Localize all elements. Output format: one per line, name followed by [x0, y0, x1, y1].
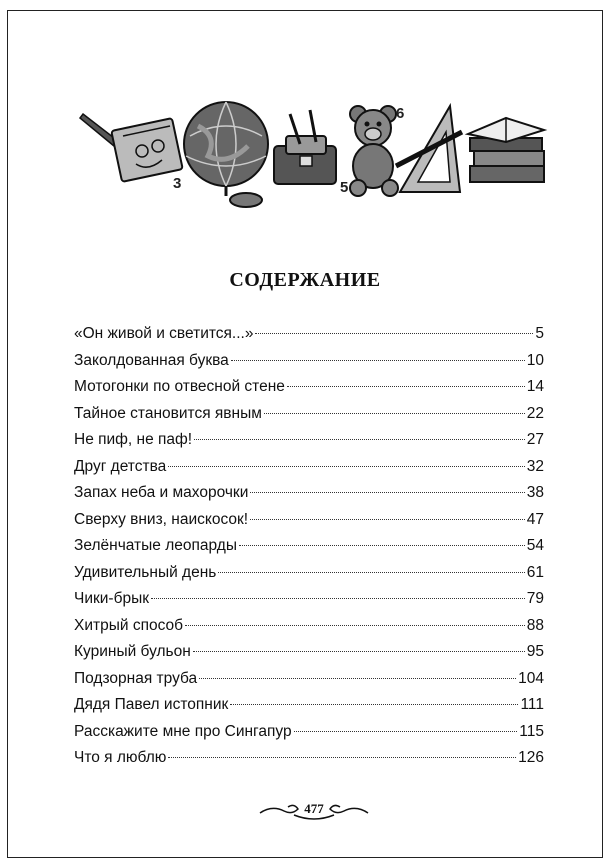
- toc-entry-page: 27: [526, 431, 544, 448]
- toc-entry[interactable]: [74, 405, 544, 432]
- toc-entry[interactable]: [74, 537, 544, 564]
- toc-entry[interactable]: [74, 643, 544, 670]
- dot-leader: [250, 519, 525, 520]
- dot-leader: [255, 333, 533, 334]
- toc-entry[interactable]: [74, 723, 544, 750]
- toc-entry[interactable]: [74, 617, 544, 644]
- dot-leader: [287, 386, 525, 387]
- toc-entry-title: Удивительный день: [74, 563, 217, 581]
- dot-leader: [151, 598, 525, 599]
- table-of-contents: [74, 325, 544, 776]
- toc-heading: СОДЕРЖАНИЕ: [229, 269, 381, 291]
- toc-entry[interactable]: [74, 696, 544, 723]
- toc-entry-title: Друг детства: [74, 457, 167, 475]
- page-number: 477: [304, 801, 324, 816]
- toc-entry-title: Запах неба и махорочки: [74, 484, 249, 501]
- dot-leader: [168, 757, 516, 758]
- dot-leader: [294, 731, 518, 732]
- dot-leader: [250, 492, 524, 493]
- toc-entry-title: «Он живой и светится...»: [74, 325, 254, 342]
- toc-entry-page: 32: [526, 457, 544, 475]
- toc-entry-title: Чики-брык: [74, 590, 150, 607]
- toc-entry-title: Зелёнчатые леопарды: [74, 537, 237, 554]
- toc-entry-title: Дядя Павел истопник: [74, 696, 229, 713]
- toc-entry[interactable]: [74, 378, 544, 405]
- dot-leader: [194, 439, 525, 440]
- toc-entry-page: 126: [518, 749, 544, 766]
- books-icon: [468, 118, 544, 182]
- toc-entry-page: 10: [526, 351, 544, 369]
- toc-entry-page: 22: [526, 404, 544, 422]
- toc-entry-page: 115: [519, 722, 544, 740]
- toc-entry[interactable]: [74, 431, 544, 458]
- toc-entry-page: 14: [526, 378, 544, 395]
- toc-entry[interactable]: [74, 511, 544, 538]
- toc-entry-title: Подзорная труба: [74, 669, 198, 687]
- toc-entry-title: Заколдованная буква: [74, 351, 229, 369]
- toc-entry-page: 38: [526, 484, 544, 501]
- toc-entry-page: 88: [526, 616, 544, 634]
- toc-entry-title: Что я люблю: [74, 749, 167, 766]
- toc-entry-title: Сверху вниз, наискосок!: [74, 510, 249, 528]
- toc-entry-page: 47: [526, 510, 544, 528]
- dot-leader: [239, 545, 525, 546]
- digit-five: 5: [340, 179, 349, 196]
- toc-entry-page: 79: [526, 590, 544, 607]
- toc-entry-title: Не пиф, не паф!: [74, 431, 193, 448]
- toc-entry[interactable]: [74, 590, 544, 617]
- dot-leader: [168, 466, 524, 467]
- calendar-icon: [111, 118, 182, 182]
- toc-entry-page: 95: [526, 643, 544, 660]
- toc-entry-title: Тайное становится явным: [74, 404, 262, 422]
- toc-entry[interactable]: [74, 484, 544, 511]
- toc-entry-page: 5: [535, 325, 544, 342]
- dot-leader: [231, 360, 525, 361]
- toc-entry-page: 104: [518, 669, 544, 687]
- toc-entry-title: Расскажите мне про Сингапур: [74, 722, 292, 740]
- toc-entry[interactable]: [74, 749, 544, 776]
- dot-leader: [199, 678, 516, 679]
- toc-entry-title: Куриный бульон: [74, 643, 191, 660]
- digit-six: 6: [396, 105, 405, 122]
- dot-leader: [218, 572, 524, 573]
- toc-entry[interactable]: [74, 670, 544, 697]
- toc-entry[interactable]: [74, 564, 544, 591]
- globe-icon: [184, 102, 268, 207]
- toc-entry-title: Хитрый способ: [74, 616, 184, 634]
- dot-leader: [185, 625, 525, 626]
- book-page: [7, 10, 603, 858]
- page-number-ornament: [258, 791, 370, 827]
- ruler-icon: [396, 106, 462, 192]
- digit-three: 3: [173, 175, 182, 192]
- toc-entry-title: Мотогонки по отвесной стене: [74, 378, 285, 395]
- toc-entry-page: 61: [526, 563, 544, 581]
- toc-entry[interactable]: [74, 325, 544, 352]
- teddy-bear-icon: [350, 106, 398, 196]
- toc-entry-page: 111: [520, 696, 544, 713]
- toc-entry-page: 54: [526, 537, 544, 554]
- dot-leader: [264, 413, 525, 414]
- dot-leader: [193, 651, 525, 652]
- school-items-illustration: [78, 96, 548, 216]
- toc-entry[interactable]: [74, 352, 544, 379]
- dot-leader: [230, 704, 518, 705]
- schoolbag-icon: [274, 110, 336, 184]
- toc-entry[interactable]: [74, 458, 544, 485]
